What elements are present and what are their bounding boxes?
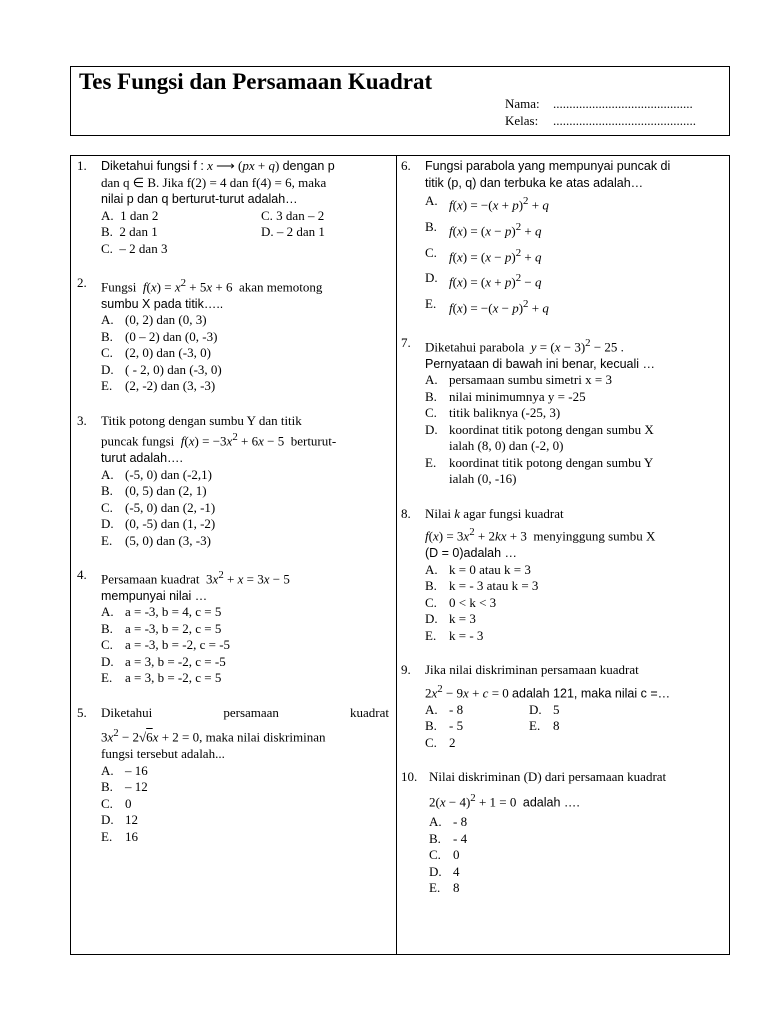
option[interactable]: C. 0 [101, 795, 132, 811]
q3-text2: puncak fungsi [101, 433, 175, 449]
kelas-label: Kelas: [505, 113, 539, 128]
option[interactable]: B. - 4 [429, 830, 468, 846]
q5-word1: Diketahui [101, 704, 153, 720]
option[interactable]: A. – 16 [101, 762, 148, 778]
question-number: 4. [77, 567, 87, 583]
q7-text2: Pernyataan di bawah ini benar, kecuali … [425, 356, 656, 371]
option[interactable]: E. 8 [529, 718, 560, 734]
q9-options-row1 [425, 702, 723, 719]
q3-text3: berturut- [290, 433, 337, 449]
nama-field[interactable] [505, 96, 693, 112]
option[interactable]: E. koordinat titik potong dengan sumbu Y [425, 454, 654, 470]
option[interactable]: D. $f(x) = (x + p)^2 - q$ [425, 270, 542, 290]
option-label[interactable]: C. [101, 240, 113, 256]
q5-text3: fungsi tersebut adalah... [101, 746, 225, 762]
page-title: Tes Fungsi dan Persamaan Kuadrat [79, 69, 433, 94]
q1-options-row1 [101, 208, 389, 225]
q1-text3: dan q ∈ B. Jika f(2) = 4 dan f(4) = 6, maka [101, 174, 327, 190]
option[interactable]: D. ( - 2, 0) dan (-3, 0) [101, 361, 222, 377]
option[interactable]: A. (-5, 0) dan (-2,1) [101, 466, 212, 482]
option[interactable]: C. 2 [425, 734, 456, 750]
question-number: 10. [401, 769, 418, 785]
q6-text: Fungsi parabola yang mempunyai puncak di [425, 159, 671, 173]
q4-text: Persamaan kuadrat [101, 571, 200, 587]
q9-text2: adalah 121, maka nilai c =… [512, 686, 671, 701]
option[interactable]: D. (0, -5) dan (1, -2) [101, 516, 216, 532]
option[interactable]: E. 16 [101, 828, 138, 844]
option[interactable]: A. persamaan sumbu simetri x = 3 [425, 372, 612, 388]
option[interactable]: C. 0 < k < 3 [425, 594, 497, 610]
option[interactable]: E. (5, 0) dan (3, -3) [101, 532, 211, 548]
option-text: 1 dan 2 [120, 207, 159, 223]
q3-text4: turut adalah…. [101, 451, 183, 466]
q1-options-row2 [101, 224, 389, 241]
option-text: – 2 dan 3 [119, 240, 168, 256]
option[interactable]: D. a = 3, b = -2, c = -5 [101, 653, 226, 669]
option[interactable]: C. (-5, 0) dan (2, -1) [101, 499, 216, 515]
option[interactable]: B. nilai minimumnya y = -25 [425, 388, 586, 404]
option[interactable]: B. (0, 5) dan (2, 1) [101, 483, 207, 499]
q2-text3: sumbu X pada titik….. [101, 296, 224, 311]
option[interactable]: A. - 8 [429, 814, 468, 830]
right-column [401, 158, 723, 897]
question-2: 2. Fungsi $f(x) = x^2 + 5x + 6$ akan memotong sumbu X pada titik….. A. (0, 2) dan (0, 3) B. (0 – 2) dan (0, -3) C. (2, 0) dan (-3, 0) D. ( - 2, 0) dan (-3, 0) E. (2, -2) dan (3, -3) [77, 275, 389, 395]
q10-text: Nilai diskriminan (D) dari persamaan kuadrat [429, 769, 667, 785]
option[interactable]: E. 8 [429, 880, 460, 896]
q7-option-e-cont: ialah (0, -16) [449, 471, 517, 487]
question-7: 7. Diketahui parabola $y = (x - 3)^2 - 25$ . Pernyataan di bawah ini benar, kecuali … A. persamaan sumbu simetri x = 3 B. nilai minimumnya y = -25 C. titik baliknya (-25, 3) D. koordinat titik potong dengan sumbu X ialah (8, 0) dan (-2, 0) E. koordinat titik potong dengan sumbu Y ialah (0, -16) [401, 335, 723, 488]
option[interactable]: C. $f(x) = (x - p)^2 + q$ [425, 244, 542, 264]
kelas-field[interactable] [505, 113, 696, 129]
option[interactable]: C. a = -3, b = -2, c = -5 [101, 637, 231, 653]
q1-text4: nilai p dan q berturut-turut adalah… [101, 192, 298, 206]
q1-text: Diketahui fungsi f : [101, 159, 204, 173]
option[interactable]: B. (0 – 2) dan (0, -3) [101, 328, 218, 344]
q10-text2: adalah …. [522, 794, 580, 809]
header-box [70, 66, 730, 136]
column-divider [396, 156, 397, 954]
questions-box [70, 155, 730, 955]
question-number: 9. [401, 662, 411, 678]
nama-label: Nama: [505, 96, 540, 111]
option[interactable]: B. a = -3, b = 2, c = 5 [101, 620, 222, 636]
option[interactable]: B. - 5 [425, 718, 464, 734]
option[interactable]: A. - 8 [425, 701, 464, 717]
q3-text: Titik potong dengan sumbu Y dan titik [101, 412, 302, 428]
option[interactable]: E. a = 3, b = -2, c = 5 [101, 670, 222, 686]
option-label[interactable]: B. [101, 224, 113, 239]
question-6 [401, 158, 723, 317]
q7-text: Diketahui parabola [425, 339, 525, 355]
left-column [77, 158, 389, 845]
q8-text: Nilai [425, 505, 451, 521]
option[interactable]: A. $f(x) = -(x + p)^2 + q$ [425, 193, 549, 213]
question-1: 1. Diketahui fungsi f : x ⟶ (px + q) dengan p dan q ∈ B. Jika f(2) = 4 dan f(4) = 6, maka nilai p dan q berturut-turut adalah… A. 1 dan 2 C. 3 dan – 2 B. 2 dan 1 D. – 2 dan 1 C. – 2 dan 3 [77, 158, 389, 257]
q9-options-row2 [425, 718, 723, 735]
q8-text3: (D = 0)adalah … [425, 546, 518, 561]
q2-text: Fungsi [101, 279, 137, 295]
q4-text2: mempunyai nilai … [101, 588, 208, 603]
q8-var-k: k [454, 505, 461, 521]
question-5: 5. Diketahui persamaan kuadrat $3x^2 - 2√6x + 2 = 0$, maka nilai diskriminan fungsi tersebut adalah... A. – 16 B. – 12 C. 0 D. 12 E. 16 [77, 704, 389, 844]
nama-dots: ........................................... [553, 96, 693, 111]
option[interactable]: C. 0 [429, 847, 460, 863]
question-9: 9. Jika nilai diskriminan persamaan kuadrat $2x^2 - 9x + c = 0$ adalah 121, maka nilai c =… A. - 8 D. 5 B. - 5 E. 8 C. 2 [401, 662, 723, 751]
option-text: 2 dan 1 [119, 224, 158, 239]
question-10: 10. Nilai diskriminan (D) dari persamaan kuadrat $2(x - 4)^2 + 1 = 0$ adalah …. A. - 8 B. - 4 C. 0 D. 4 E. 8 [401, 769, 723, 897]
option[interactable]: D. 5 [529, 701, 560, 717]
option[interactable]: A. (0, 2) dan (0, 3) [101, 312, 207, 328]
option[interactable]: D. koordinat titik potong dengan sumbu X [425, 421, 654, 437]
question-number: 8. [401, 505, 411, 521]
question-8: 8. Nilai k agar fungsi kuadrat $f(x) = 3x^2 + 2kx + 3$ menyinggung sumbu X (D = 0)adalah … A. k = 0 atau k = 3 B. k = - 3 atau k = 3 C. 0 < k < 3 D. k = 3 E. k = - 3 [401, 506, 723, 644]
option[interactable]: C. (2, 0) dan (-3, 0) [101, 345, 211, 361]
option[interactable]: A. k = 0 atau k = 3 [425, 561, 531, 577]
q2-text2: akan memotong [239, 279, 323, 295]
option[interactable]: D. k = 3 [425, 611, 476, 627]
q5-text2: , maka nilai diskriminan [199, 729, 326, 745]
question-number: 3. [77, 412, 87, 428]
option[interactable]: D. 4 [429, 863, 460, 879]
option[interactable]: D. 12 [101, 812, 138, 828]
question-number: 2. [77, 275, 87, 290]
q9-text: Jika nilai diskriminan persamaan kuadrat [425, 662, 639, 678]
q8-text1b: agar fungsi kuadrat [463, 505, 564, 521]
question-number: 5. [77, 704, 87, 720]
q1-text2: dengan p [282, 159, 335, 173]
option[interactable]: B. $f(x) = (x - p)^2 + q$ [425, 218, 542, 239]
question-4: 4. Persamaan kuadrat $3x^2 + x = 3x - 5$ mempunyai nilai … A. a = -3, b = 4, c = 5 B. a = -3, b = 2, c = 5 C. a = -3, b = -2, c = -5 D. a = 3, b = -2, c = -5 E. a = 3, b = -2, c = 5 [77, 567, 389, 687]
kelas-dots: ............................................ [553, 113, 696, 128]
question-number: 1. [77, 158, 87, 173]
q5-word2: persamaan [223, 704, 279, 720]
option[interactable]: B. k = - 3 atau k = 3 [425, 578, 539, 594]
question-number: 7. [401, 335, 411, 351]
option[interactable]: E. k = - 3 [425, 627, 484, 643]
q6-text2: titik (p, q) dan terbuka ke atas adalah… [425, 175, 644, 190]
question-3: 3. Titik potong dengan sumbu Y dan titik puncak fungsi $f(x) = -3x^2 + 6x - 5$ berturut- turut adalah…. A. (-5, 0) dan (-2,1) B. (0, 5) dan (2, 1) C. (-5, 0) dan (2, -1) D. (0, -5) dan (1, -2) E. (5, 0) dan (3, -3) [77, 413, 389, 549]
q7-option-d-cont: ialah (8, 0) dan (-2, 0) [449, 438, 564, 454]
option[interactable]: C. titik baliknya (-25, 3) [425, 405, 561, 421]
option[interactable]: E. $f(x) = -(x - p)^2 + q$ [425, 296, 549, 316]
option[interactable]: A. a = -3, b = 4, c = 5 [101, 604, 222, 620]
option[interactable]: E. (2, -2) dan (3, -3) [101, 378, 216, 394]
option-label[interactable]: A. [101, 207, 114, 223]
q5-word3: kuadrat [350, 704, 389, 720]
option-d[interactable]: D. – 2 dan 1 [261, 224, 325, 239]
question-number: 6. [401, 158, 411, 173]
option[interactable]: B. – 12 [101, 779, 148, 795]
option-c[interactable]: C. 3 dan – 2 [261, 207, 325, 223]
q8-text2: menyinggung sumbu X [533, 528, 656, 544]
